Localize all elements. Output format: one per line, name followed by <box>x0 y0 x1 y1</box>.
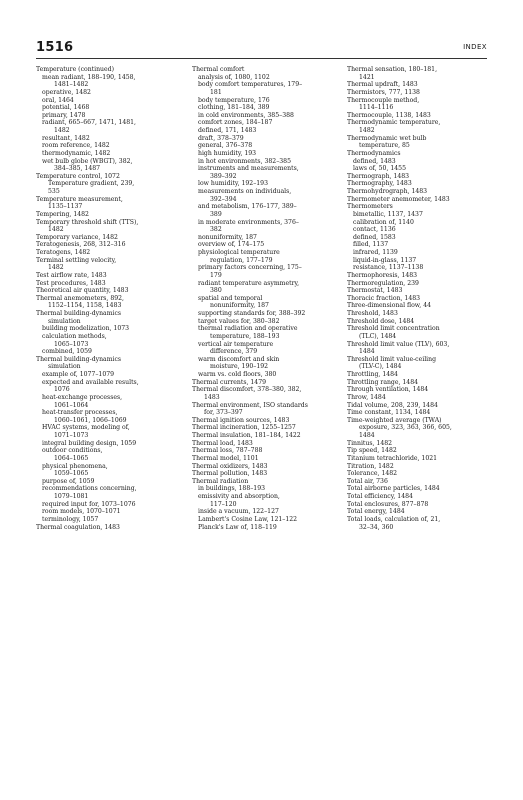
index-entry: Tolerance, 1482 <box>347 470 398 478</box>
index-entry: Throttling range, 1484 <box>347 378 419 386</box>
header-rule <box>36 58 487 59</box>
index-entry: in cold environments, 385–388 <box>198 111 294 119</box>
index-entry: Thermohydrograph, 1483 <box>347 188 428 195</box>
index-entry: 1152–1154, 1158, 1483 <box>48 302 122 310</box>
index-entry: Threshold, 1483 <box>347 310 398 317</box>
index-entry: 389 <box>210 210 222 218</box>
index-entry: Test airflow rate, 1483 <box>36 271 107 279</box>
index-entry: Thermal model, 1101 <box>192 454 259 462</box>
index-entry: radiant temperature asymmetry, <box>198 279 300 287</box>
index-entry: Thermography, 1483 <box>347 180 412 188</box>
index-entry: Total air, 736 <box>347 477 388 485</box>
index-entry: Threshold dose, 1484 <box>347 317 415 325</box>
index-entry: calibration of, 1140 <box>353 218 414 226</box>
index-entry: (TLC), 1484 <box>359 332 397 340</box>
index-entry: low humidity, 192–193 <box>198 180 268 188</box>
index-entry: Teratogenesis, 268, 312–316 <box>36 241 126 249</box>
index-entry: Theoretical air quantity, 1483 <box>36 287 129 295</box>
index-entry: Thoracic fraction, 1483 <box>347 294 421 302</box>
index-entry: 1061–1064 <box>54 401 89 409</box>
index-entry: body comfort temperatures, 179– <box>198 81 303 89</box>
index-entry: infrared, 1139 <box>353 249 398 256</box>
index-entry: 1484 <box>359 348 375 356</box>
index-entry: Thermal incineration, 1255–1257 <box>192 424 296 432</box>
index-entry: Thermodynamic temperature, <box>347 119 441 127</box>
index-entry: 1076 <box>54 386 70 394</box>
index-entry: in hot environments, 382–385 <box>198 157 291 165</box>
index-entry: defined, 171, 1483 <box>198 127 257 134</box>
index-entry: physical phenomena, <box>42 462 108 470</box>
index-column-2 <box>192 66 342 531</box>
index-entry: Total loads, calculation of, 21, <box>347 515 441 523</box>
index-entry: filled, 1137 <box>353 241 389 249</box>
index-entry: Tempering, 1482 <box>36 210 89 218</box>
index-entry: building modelization, 1073 <box>42 325 130 333</box>
index-entry: Thermal load, 1483 <box>192 439 253 447</box>
index-entry: potential, 1468 <box>42 104 90 112</box>
index-entry: Titanium tetrachloride, 1021 <box>347 454 438 462</box>
index-entry: expected and available results, <box>42 378 139 386</box>
index-entry: mean radiant, 188–190, 1458, <box>42 73 136 81</box>
index-entry: Thermodynamic wet bulb <box>347 134 427 142</box>
index-entry: Thermal building-dynamics <box>36 355 122 363</box>
index-entry: Thermoregulation, 239 <box>347 279 419 287</box>
index-entry: Thermometers <box>347 203 393 211</box>
index-entry: radiant, 665–667, 1471, 1481, <box>42 119 137 127</box>
index-entry: difference, 379 <box>210 348 258 356</box>
index-entry: liquid-in-glass, 1137 <box>353 256 417 264</box>
index-column-1 <box>36 66 186 531</box>
index-entry: Threshold limit value-ceiling <box>347 355 437 363</box>
index-entry: Lambert's Cosine Law, 121–122 <box>198 515 298 523</box>
index-entry: draft, 378–379 <box>198 134 244 142</box>
index-entry: Time-weighted average (TWA) <box>347 416 442 424</box>
index-entry: 1482 <box>48 226 64 234</box>
index-entry: spatial and temporal <box>198 294 263 302</box>
index-entry: Thermodynamics <box>347 149 401 157</box>
index-entry: Thermal discomfort, 378–380, 382, <box>192 386 302 394</box>
index-entry: Thermal insulation, 181–184, 1422 <box>192 432 301 439</box>
index-entry: terminology, 1057 <box>42 515 99 523</box>
index-entry: Time constant, 1134, 1484 <box>347 409 431 417</box>
index-entry: in buildings, 188–193 <box>198 485 266 493</box>
index-entry: regulation, 177–179 <box>210 256 273 264</box>
index-entry: simulation <box>48 317 81 325</box>
index-entry: 535 <box>48 188 60 195</box>
index-entry: Tidal volume, 208, 239, 1484 <box>347 401 438 409</box>
index-entry: Thermal currents, 1479 <box>192 378 267 386</box>
index-entry: laws of, 50, 1455 <box>353 165 406 173</box>
index-entry: inside a vacuum, 122–127 <box>198 508 279 516</box>
index-entry: nonuniformity, 187 <box>198 233 257 241</box>
index-entry: Throttling, 1484 <box>347 371 398 378</box>
index-entry: Temporary threshold shift (TTS), <box>36 218 139 226</box>
index-entry: Total energy, 1484 <box>347 508 405 516</box>
index-entry: 1059–1065 <box>54 470 89 478</box>
index-entry: emissivity and absorption, <box>198 493 280 500</box>
index-entry: measurements on individuals, <box>198 188 292 195</box>
index-entry: 1114–1116 <box>359 104 394 112</box>
index-entry: 392–394 <box>210 195 237 203</box>
index-entry: 179 <box>210 271 222 279</box>
index-entry: 32–34, 360 <box>359 523 394 531</box>
index-entry: purpose of, 1059 <box>42 477 95 485</box>
index-entry: Throw, 1484 <box>347 393 386 401</box>
index-entry: oral, 1464 <box>42 96 74 104</box>
index-entry: 1482 <box>48 264 64 272</box>
index-entry: 181 <box>210 88 222 96</box>
index-entry: Threshold limit value (TLV), 603, <box>347 340 450 348</box>
index-entry: operative, 1482 <box>42 88 91 96</box>
index-entry: integral building design, 1059 <box>42 439 137 447</box>
index-entry: Tip speed, 1482 <box>347 447 397 455</box>
index-entry: primary, 1478 <box>42 111 86 119</box>
running-head: INDEX <box>463 43 487 51</box>
index-entry: 1071–1073 <box>54 432 89 439</box>
index-entry: 1079–1081 <box>54 493 89 500</box>
index-entry: recommendations concerning, <box>42 485 137 493</box>
index-entry: calculation methods, <box>42 332 107 340</box>
index-entry: HVAC systems, modeling of, <box>42 424 130 432</box>
index-entry: room reference, 1482 <box>42 142 110 150</box>
index-entry: vertical air temperature <box>198 340 274 348</box>
page-number: 1516 <box>36 40 74 55</box>
index-entry: thermal radiation and operative <box>198 325 298 333</box>
index-entry: thermodynamic, 1482 <box>42 149 111 157</box>
index-entry: Thermal comfort <box>192 66 245 73</box>
index-entry: Temperature (continued) <box>36 66 114 73</box>
index-entry: Total enclosures, 877–878 <box>347 500 429 508</box>
index-entry: example of, 1077–1079 <box>42 371 115 378</box>
index-entry: Test procedures, 1483 <box>36 279 106 287</box>
index-entry: supporting standards for, 388–392 <box>198 310 306 317</box>
index-entry: Thermometer anemometer, 1483 <box>347 195 450 203</box>
index-entry: and metabolism, 176–177, 389– <box>198 203 297 211</box>
index-entry: overview of, 174–175 <box>198 241 265 249</box>
index-entry: 1135–1137 <box>48 203 83 211</box>
index-entry: Thermal ignition sources, 1483 <box>192 416 290 424</box>
index-entry: Thermocouple, 1138, 1483 <box>347 111 431 119</box>
index-entry: Teratogens, 1482 <box>36 249 91 256</box>
index-entry: warm discomfort and skin <box>198 355 280 363</box>
index-entry: moisture, 190–192 <box>210 363 269 371</box>
index-entry: Threshold limit concentration <box>347 325 440 333</box>
index-entry: 117–120 <box>210 500 237 508</box>
index-entry: for, 373–397 <box>204 409 243 417</box>
index-entry: heat-transfer processes, <box>42 409 118 417</box>
index-entry: Three-dimensional flow, 44 <box>347 302 432 310</box>
index-entry: contact, 1136 <box>353 226 396 234</box>
index-entry: 384–385, 1487 <box>54 165 101 173</box>
index-entry: heat-exchange processes, <box>42 393 123 401</box>
index-entry: Terminal settling velocity, <box>36 256 117 264</box>
index-entry: clothing, 181–184, 389 <box>198 104 270 112</box>
index-entry: 1482 <box>54 127 70 134</box>
index-entry: Thermostat, 1483 <box>347 287 403 295</box>
index-entry: analysis of, 1080, 1102 <box>198 73 270 81</box>
index-entry: general, 376–378 <box>198 142 253 150</box>
index-entry: Thermal loss, 787–788 <box>192 447 263 455</box>
index-entry: Total airborne particles, 1484 <box>347 485 440 493</box>
index-entry: Thermal oxidizers, 1483 <box>192 462 268 470</box>
index-entry: Thermal coagulation, 1483 <box>36 523 120 531</box>
index-entry: defined, 1583 <box>353 233 396 241</box>
index-entry: 1060–1061, 1066–1069 <box>54 416 127 424</box>
index-entry: required input for, 1073–1076 <box>42 500 136 508</box>
index-entry: Temperature control, 1072 <box>36 172 120 180</box>
index-entry: 1481–1482 <box>54 81 89 89</box>
index-entry: Total efficiency, 1484 <box>347 493 413 500</box>
index-entry: resultant, 1482 <box>42 134 90 142</box>
index-entry: Temperature measurement, <box>36 195 123 203</box>
index-entry: exposure, 323, 363, 366, 605, <box>359 424 452 432</box>
index-entry: room models, 1070–1071 <box>42 508 121 516</box>
index-entry: nonuniformity, 187 <box>210 302 269 310</box>
index-entry: 1484 <box>359 432 375 439</box>
page-header <box>36 40 487 58</box>
index-entry: Thermal radiation <box>192 477 249 485</box>
index-entry: bimetallic, 1137, 1437 <box>353 210 423 218</box>
index-entry: (TLV-C), 1484 <box>359 363 402 371</box>
index-entry: 1065–1073 <box>54 340 89 348</box>
index-entry: 382 <box>210 226 222 234</box>
index-column-3 <box>347 66 497 531</box>
index-entry: Temporary variance, 1482 <box>36 233 118 241</box>
index-entry: body temperature, 176 <box>198 96 270 104</box>
index-entry: warm vs. cold floors, 380 <box>198 371 277 378</box>
index-entry: high humidity, 193 <box>198 149 257 157</box>
index-entry: Thermistors, 777, 1138 <box>347 88 420 96</box>
index-entry: temperature, 85 <box>359 142 410 150</box>
index-entry: Thermophoresis, 1483 <box>347 271 418 279</box>
index-entry: Thermal sensation, 180–181, <box>347 66 438 73</box>
index-entry: resistance, 1137–1138 <box>353 264 424 272</box>
index-entry: Thermal pollution, 1483 <box>192 470 268 478</box>
index-entry: 1482 <box>359 127 375 134</box>
index-entry: in moderate environments, 376– <box>198 218 299 226</box>
index-entry: Thermal updraft, 1483 <box>347 81 418 89</box>
index-entry: outdoor conditions, <box>42 447 103 455</box>
index-entry: Thermal environment, ISO standards <box>192 401 308 409</box>
index-entry: 1483 <box>204 393 220 401</box>
index-entry: primary factors concerning, 175– <box>198 264 302 272</box>
index-entry: Tinnitus, 1482 <box>347 439 393 447</box>
index-entry: instruments and measurements, <box>198 165 299 173</box>
index-entry: 1064–1065 <box>54 454 89 462</box>
index-entry: comfort zones, 184–187 <box>198 119 273 127</box>
index-entry: wet bulb globe (WBGT), 382, <box>42 157 133 165</box>
index-entry: temperature, 188–193 <box>210 332 280 340</box>
index-entry: 1421 <box>359 73 375 81</box>
index-entry: target values for, 380–382 <box>198 317 280 325</box>
index-entry: Titration, 1482 <box>347 462 394 470</box>
index-entry: physiological temperature <box>198 249 280 256</box>
index-entry: Through ventilation, 1484 <box>347 386 429 394</box>
index-entry: Thermocouple method, <box>347 96 420 104</box>
index-entry: Temperature gradient, 239, <box>48 180 135 188</box>
index-entry: simulation <box>48 363 81 371</box>
index-entry: Thermal building-dynamics <box>36 310 122 317</box>
index-entry: 389–392 <box>210 172 237 180</box>
index-entry: defined, 1483 <box>353 157 396 165</box>
index-entry: 380 <box>210 287 222 295</box>
index-entry: Planck's Law of, 118–119 <box>198 523 277 531</box>
index-entry: Thermal anemometers, 892, <box>36 294 125 302</box>
index-entry: combined, 1059 <box>42 348 92 356</box>
index-entry: Thermograph, 1483 <box>347 172 410 180</box>
